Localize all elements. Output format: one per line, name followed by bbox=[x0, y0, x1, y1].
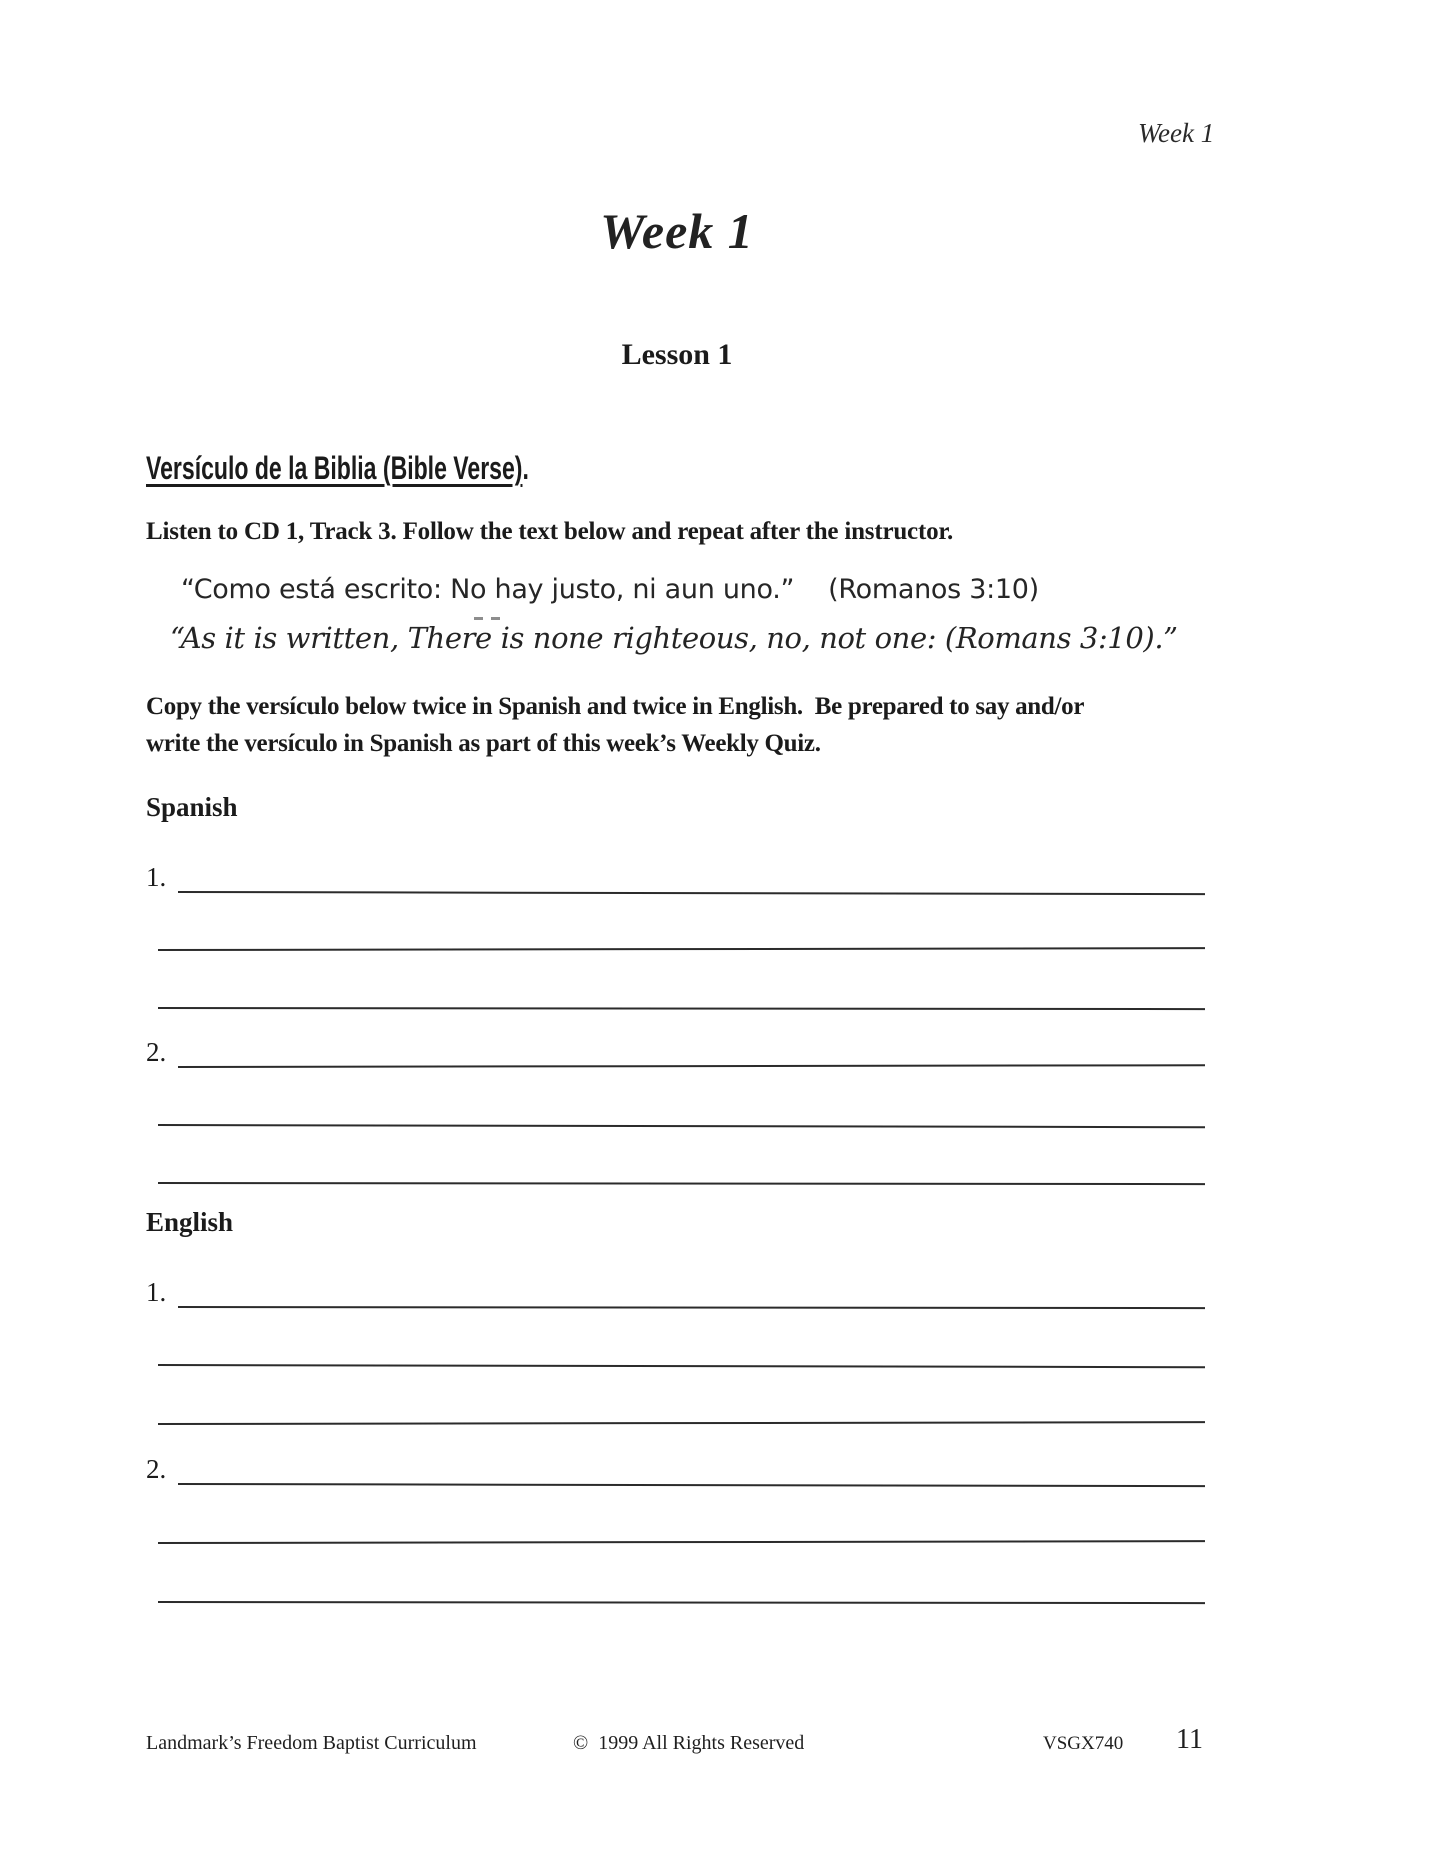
writing-line-spanish-1c bbox=[158, 1007, 1205, 1010]
writing-line-english-1a bbox=[178, 1306, 1205, 1309]
copy-instruction bbox=[146, 688, 1084, 762]
english-item-2-number: 2. bbox=[146, 1454, 167, 1484]
bible-verse-heading-period: . bbox=[522, 450, 529, 486]
spanish-verse-text: “Como está escrito: No hay justo, ni aun uno.” bbox=[181, 574, 795, 605]
footer-publisher: Landmark’s Freedom Baptist Curriculum bbox=[146, 1732, 477, 1754]
writing-line-english-1b bbox=[158, 1364, 1205, 1368]
bible-verse-heading bbox=[146, 450, 678, 487]
footer-code: VSGX740 bbox=[1043, 1733, 1124, 1754]
scan-artifact-dash bbox=[474, 617, 483, 620]
writing-line-english-2b bbox=[158, 1540, 1205, 1544]
english-item-1-number: 1. bbox=[146, 1277, 167, 1307]
copy-instruction-line1: Copy the versículo below twice in Spanish and twice in English. Be prepared to say and/or bbox=[146, 693, 1085, 720]
writing-line-spanish-2a bbox=[178, 1064, 1205, 1068]
writing-line-spanish-2c bbox=[158, 1182, 1205, 1185]
scan-artifact-dash bbox=[491, 617, 500, 620]
footer-page-number: 11 bbox=[1176, 1724, 1203, 1755]
section-label-english: English bbox=[146, 1207, 234, 1237]
spanish-item-1-number: 1. bbox=[146, 862, 167, 892]
writing-line-english-2a bbox=[178, 1483, 1205, 1487]
writing-line-spanish-1a bbox=[178, 891, 1205, 895]
writing-line-english-1c bbox=[158, 1421, 1205, 1425]
section-label-spanish: Spanish bbox=[146, 792, 238, 822]
copy-instruction-line2: write the versículo in Spanish as part of this week’s Weekly Quiz. bbox=[146, 730, 821, 757]
page-title: Week 1 bbox=[600, 203, 754, 259]
english-verse-script: “As it is written, There is none righteous, no, not one: (Romans 3:10).” bbox=[170, 621, 1178, 655]
bible-verse-heading-text: Versículo de la Biblia (Bible Verse) bbox=[146, 450, 523, 486]
spanish-verse bbox=[181, 574, 1039, 605]
running-header-week: Week 1 bbox=[1138, 118, 1215, 148]
writing-line-spanish-2b bbox=[158, 1124, 1205, 1128]
lesson-subtitle: Lesson 1 bbox=[621, 338, 733, 371]
writing-line-english-2c bbox=[158, 1601, 1205, 1604]
writing-line-spanish-1b bbox=[158, 947, 1205, 951]
footer-copyright: © 1999 All Rights Reserved bbox=[573, 1732, 805, 1754]
listen-instruction: Listen to CD 1, Track 3. Follow the text below and repeat after the instructor. bbox=[146, 518, 954, 545]
spanish-item-2-number: 2. bbox=[146, 1037, 167, 1067]
spanish-verse-reference: (Romanos 3:10) bbox=[828, 574, 1039, 605]
